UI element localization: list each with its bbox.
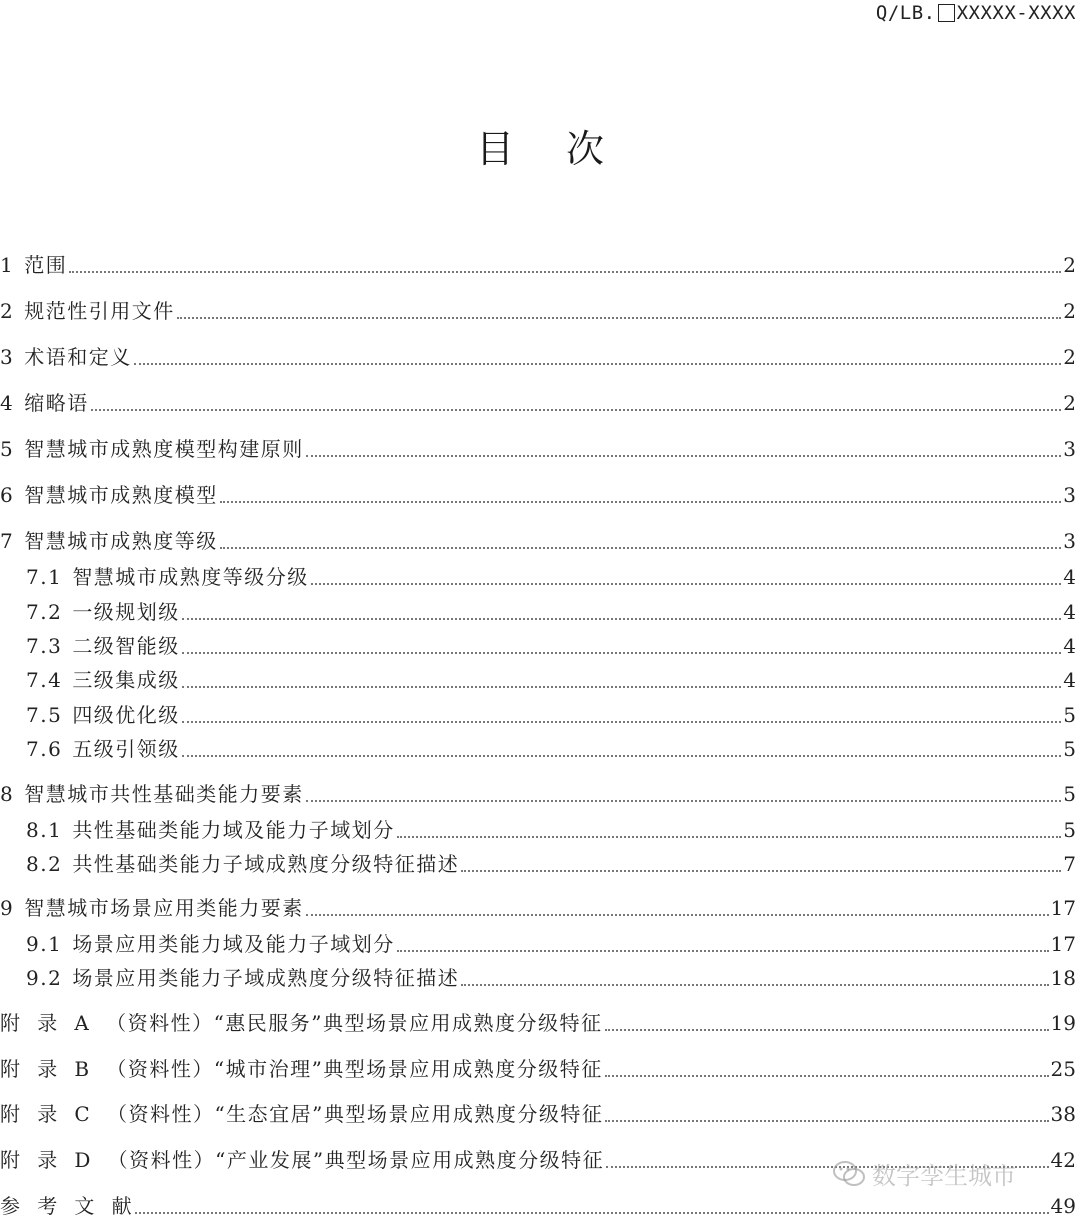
toc-entry-page: 2 [1063, 253, 1076, 277]
toc-entry-page: 3 [1063, 437, 1076, 461]
toc-entry-label: 附 录 C （资料性）“生态宜居”典型场景应用成熟度分级特征 [0, 1102, 604, 1126]
toc-entry-page: 5 [1063, 703, 1076, 727]
toc-entry-number: 5 [0, 437, 15, 461]
toc-entry[interactable] [0, 734, 1076, 764]
toc-entry-page: 5 [1063, 782, 1076, 806]
toc-entry-label: 智慧城市成熟度模型 [24, 483, 218, 507]
toc-entry-number: 7.1 [26, 565, 63, 589]
toc-entry-label: 参 考 文 献 [0, 1194, 134, 1218]
toc-entry-label: 范围 [24, 253, 68, 277]
toc-entry-label: 附 录 D （资料性）“产业发展”典型场景应用成熟度分级特征 [0, 1148, 605, 1172]
toc-entry-label: 术语和定义 [24, 345, 132, 369]
toc-entry[interactable] [0, 388, 1076, 418]
toc-entry-label: 附 录 B （资料性）“城市治理”典型场景应用成熟度分级特征 [0, 1057, 603, 1081]
toc-entry-number: 2 [0, 299, 15, 323]
toc-entry[interactable] [0, 631, 1076, 661]
toc-entry-page: 18 [1050, 966, 1076, 990]
toc-entry-page: 7 [1063, 852, 1076, 876]
dot-leader [220, 501, 1062, 503]
toc-entry[interactable] [0, 250, 1076, 280]
toc-entry-label: 二级智能级 [72, 634, 180, 658]
checkbox-square-icon [938, 4, 955, 22]
dot-leader [220, 547, 1062, 549]
toc-entry-label: 共性基础类能力子域成熟度分级特征描述 [72, 852, 460, 876]
toc-entry-label: 智慧城市成熟度等级分级 [72, 565, 309, 589]
document-code-prefix: Q/LB. [875, 2, 936, 24]
toc-entry-label: 四级优化级 [72, 703, 180, 727]
dot-leader [182, 618, 1061, 620]
toc-entry-page: 4 [1063, 634, 1076, 658]
toc-entry-number: 6 [0, 483, 15, 507]
toc-entry-page: 4 [1063, 668, 1076, 692]
dot-leader [397, 950, 1049, 952]
toc-entry-label: 附 录 A （资料性）“惠民服务”典型场景应用成熟度分级特征 [0, 1011, 603, 1035]
toc-entry[interactable] [0, 597, 1076, 627]
toc-entry-label: 场景应用类能力子域成熟度分级特征描述 [72, 966, 460, 990]
toc-entry-number: 8.1 [26, 818, 63, 842]
toc-entry-number: 7 [0, 529, 15, 553]
toc-entry[interactable] [0, 434, 1076, 464]
toc-entry-page: 3 [1063, 529, 1076, 553]
dot-leader [135, 1212, 1048, 1214]
dot-leader [306, 455, 1062, 457]
dot-leader [461, 984, 1048, 986]
toc-entry-page: 4 [1063, 600, 1076, 624]
toc-entry-page: 2 [1063, 391, 1076, 415]
dot-leader [306, 800, 1062, 802]
toc-entry-page: 5 [1063, 818, 1076, 842]
toc-entry-number: 9.1 [26, 932, 63, 956]
toc-entry-label: 智慧城市成熟度模型构建原则 [24, 437, 304, 461]
toc-entry-label: 一级规划级 [72, 600, 180, 624]
toc-entry-label: 共性基础类能力域及能力子域划分 [72, 818, 395, 842]
toc-entry-label: 三级集成级 [72, 668, 180, 692]
toc-entry-label: 智慧城市共性基础类能力要素 [24, 782, 304, 806]
toc-entry-page: 25 [1050, 1057, 1076, 1081]
toc-entry-page: 5 [1063, 737, 1076, 761]
toc-entry[interactable] [0, 562, 1076, 592]
dot-leader [182, 721, 1061, 723]
toc-entry-label: 智慧城市成熟度等级 [24, 529, 218, 553]
toc-entry[interactable] [0, 893, 1076, 923]
dot-leader [605, 1120, 1048, 1122]
toc-entry-page: 17 [1050, 932, 1076, 956]
toc-entry[interactable] [0, 700, 1076, 730]
toc-entry-number: 7.4 [26, 668, 63, 692]
document-code-suffix: XXXXX-XXXX [956, 2, 1076, 24]
dot-leader [134, 363, 1062, 365]
toc-entry[interactable] [0, 1099, 1076, 1129]
watermark-text: 数字孪生城市 [872, 1162, 1016, 1190]
toc-entry-label: 五级引领级 [72, 737, 180, 761]
toc-entry[interactable] [0, 779, 1076, 809]
toc-entry-number: 7.2 [26, 600, 63, 624]
dot-leader [306, 914, 1049, 916]
dot-leader [461, 870, 1061, 872]
dot-leader [605, 1029, 1049, 1031]
toc-entry-number: 7.5 [26, 703, 63, 727]
toc-entry-number: 9.2 [26, 966, 63, 990]
dot-leader [177, 317, 1062, 319]
dot-leader [182, 686, 1061, 688]
toc-entry-number: 7.6 [26, 737, 63, 761]
toc-entry-page: 19 [1050, 1011, 1076, 1035]
toc-entry-number: 9 [0, 896, 15, 920]
page-title: 目次 [475, 127, 656, 171]
wechat-icon [832, 1160, 866, 1188]
toc-entry-page: 2 [1063, 299, 1076, 323]
toc-entry[interactable] [0, 296, 1076, 326]
toc-entry-number: 8 [0, 782, 15, 806]
toc-entry-page: 42 [1050, 1148, 1076, 1172]
toc-entry[interactable] [0, 815, 1076, 845]
toc-entry-number: 1 [0, 253, 15, 277]
toc-entry-number: 7.3 [26, 634, 63, 658]
dot-leader [311, 583, 1061, 585]
document-code [876, 2, 1076, 24]
toc-entry[interactable] [0, 929, 1076, 959]
toc-entry-label: 缩略语 [24, 391, 89, 415]
toc-entry[interactable] [0, 849, 1076, 879]
toc-entry-page: 49 [1050, 1194, 1076, 1218]
dot-leader [397, 836, 1061, 838]
toc-entry[interactable] [0, 963, 1076, 993]
toc-entry[interactable] [0, 526, 1076, 556]
toc-entry-page: 17 [1050, 896, 1076, 920]
toc-entry-page: 38 [1050, 1102, 1076, 1126]
dot-leader [91, 409, 1062, 411]
toc-entry-label: 场景应用类能力域及能力子域划分 [72, 932, 395, 956]
toc-entry[interactable] [0, 1191, 1076, 1221]
dot-leader [605, 1075, 1049, 1077]
toc-entry[interactable] [0, 480, 1076, 510]
dot-leader [69, 271, 1061, 273]
toc-entry-page: 4 [1063, 565, 1076, 589]
toc-entry-number: 3 [0, 345, 15, 369]
toc-entry-label: 智慧城市场景应用类能力要素 [24, 896, 304, 920]
watermark [832, 1156, 1016, 1191]
toc-entry-label: 规范性引用文件 [24, 299, 175, 323]
toc-entry[interactable] [0, 1054, 1076, 1084]
toc-entry[interactable] [0, 1008, 1076, 1038]
dot-leader [182, 755, 1061, 757]
toc-entry-page: 2 [1063, 345, 1076, 369]
toc-entry-page: 3 [1063, 483, 1076, 507]
toc-entry-number: 4 [0, 391, 15, 415]
toc-entry[interactable] [0, 342, 1076, 372]
toc-entry[interactable] [0, 665, 1076, 695]
dot-leader [182, 652, 1061, 654]
toc-entry-number: 8.2 [26, 852, 63, 876]
